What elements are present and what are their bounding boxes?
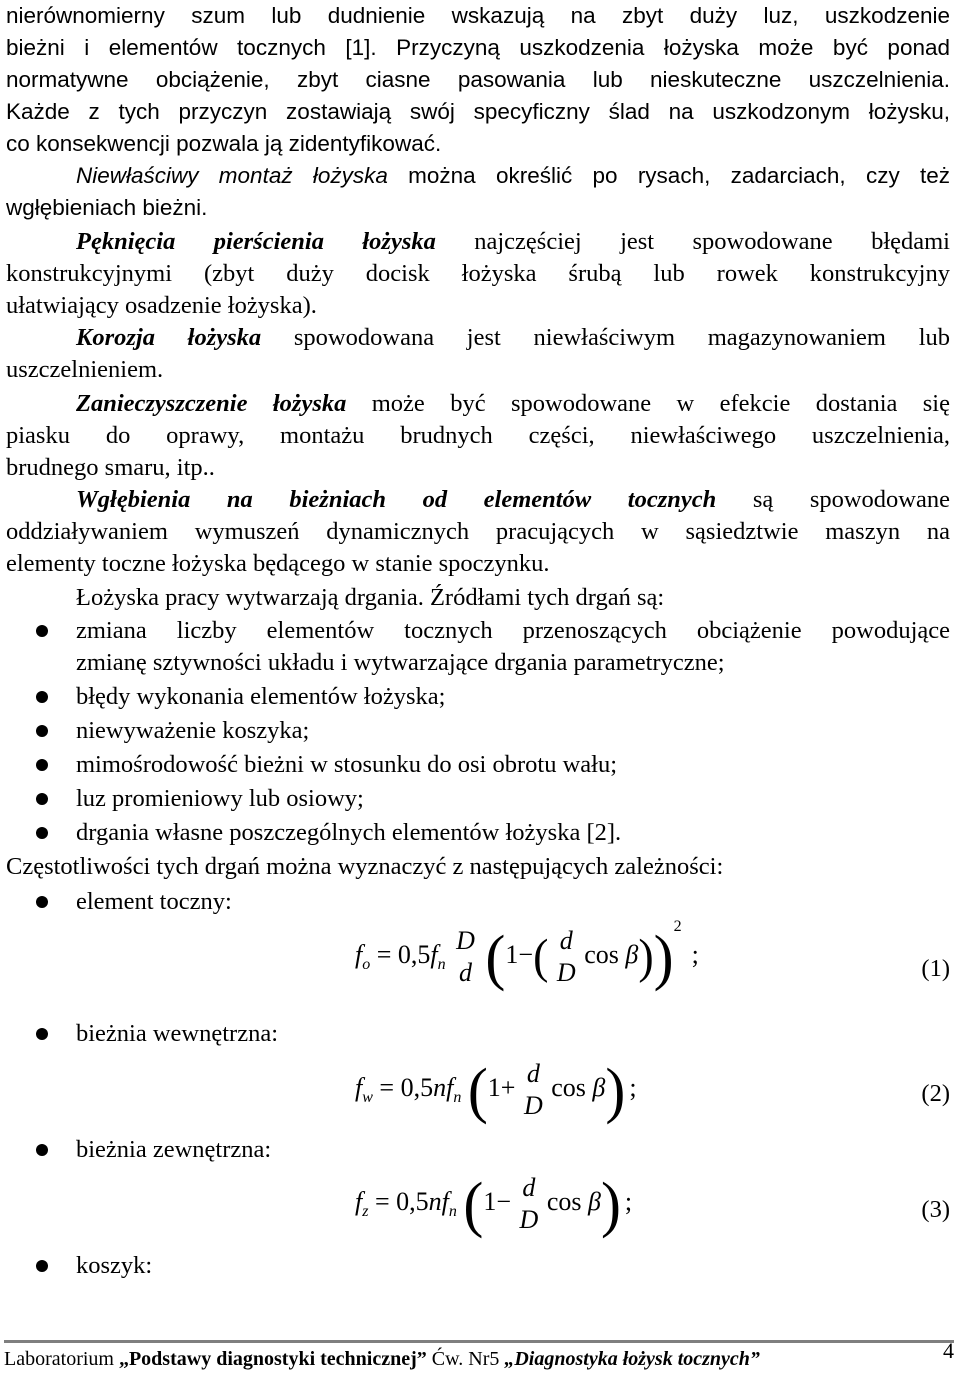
eq-function: cos (546, 1186, 582, 1216)
eq-subscript: z (362, 1202, 369, 1220)
eq-operator: = 0,5 (368, 1186, 429, 1216)
eq-semicolon: ; (624, 1186, 633, 1216)
term-dents: Wgłębienia na bieżniach od elementów tocznych (76, 486, 717, 513)
bullet-icon (36, 759, 48, 771)
list-item: koszyk: (76, 1252, 153, 1279)
page-footer (4, 1348, 760, 1371)
eq-number: 1 (505, 939, 519, 969)
text-line: brudnego smaru, itp.. (6, 454, 215, 481)
eq-subscript: w (362, 1088, 373, 1106)
bullet-icon (36, 827, 48, 839)
vibration-intro: Łożyska pracy wytwarzają drgania. Źródłami tych drgań są: (76, 584, 665, 611)
paragraph-corrosion (76, 322, 950, 354)
eq-number: 1 (483, 1186, 497, 1216)
text-fragment: można określić po rysach, zadarciach, czy też (387, 163, 950, 188)
eq-symbol: β (587, 1186, 601, 1216)
eq-function: cos (551, 1072, 586, 1102)
eq-subscript: n (453, 1088, 462, 1106)
eq-symbol: f (446, 1072, 454, 1102)
eq-number: 1 (487, 1072, 501, 1102)
text-line: co konsekwencji pozwala ją zidentyfikować. (6, 131, 442, 156)
text-fragment: spowodowana jest niewłaściwym magazynowaniem lub (261, 324, 950, 351)
footer-exercise: Ćw. Nr5 (426, 1348, 505, 1370)
text-line: konstrukcyjnymi (zbyt duży docisk łożyska śrubą lub rowek konstrukcyjny (6, 260, 950, 287)
eq-symbol: f (355, 939, 363, 969)
bullet-icon (36, 1260, 48, 1272)
bullet-icon (36, 1028, 48, 1040)
bullet-icon (36, 1144, 48, 1156)
equation-number: (2) (921, 1080, 950, 1107)
eq-numerator: d (559, 926, 573, 955)
bullet-icon (36, 793, 48, 805)
eq-denominator: D (556, 958, 576, 987)
term-corrosion: Korozja łożyska (76, 324, 262, 351)
footer-topic: „Diagnostyka łożysk tocznych” (504, 1348, 760, 1370)
text-line: piasku do oprawy, montażu brudnych części, niewłaściwego uszczelnienia, (6, 422, 950, 449)
footer-course-title: „Podstawy diagnostyki technicznej” (118, 1348, 427, 1370)
equation-number: (3) (921, 1196, 950, 1223)
list-item: mimośrodowość bieżni w stosunku do osi obrotu wału; (76, 751, 618, 778)
text-line: oddziaływaniem wymuszeń dynamicznych pracujących w sąsiedztwie maszyn na (6, 518, 950, 545)
list-item: błędy wykonania elementów łożyska; (76, 683, 446, 710)
equation-3: $f_z = 0,5nf_n$ (1− d D cos β) ; (355, 1169, 633, 1239)
eq-operator: + (500, 1072, 516, 1102)
paragraph-contamination (76, 388, 950, 420)
bullet-icon (36, 691, 48, 703)
text-line: ułatwiający osadzenie łożyska). (6, 292, 317, 319)
eq-fraction (454, 925, 477, 989)
eq-symbol: f (430, 939, 438, 969)
list-item: niewyważenie koszyka; (76, 717, 310, 744)
list-item: bieżnia zewnętrzna: (76, 1136, 272, 1163)
eq-operator: = 0,5 (370, 939, 431, 969)
text-line: normatywne obciążenie, zbyt ciasne pasowania lub nieskuteczne uszczelnienia. (6, 67, 950, 92)
eq-denominator: d (459, 958, 473, 987)
term-contamination: Zanieczyszczenie łożyska (76, 390, 347, 417)
eq-symbol: β (625, 939, 639, 969)
eq-subscript: n (448, 1202, 457, 1220)
eq-subscript: o (362, 955, 371, 973)
text-fragment: najczęściej jest spowodowane błędami (435, 228, 950, 255)
footer-divider (4, 1340, 954, 1343)
list-item: bieżnia wewnętrzna: (76, 1020, 279, 1047)
eq-semicolon: ; (691, 939, 699, 969)
eq-denominator: D (519, 1205, 539, 1234)
equation-2: $f_w = 0,5nf_n$ (1+ d D cos β) ; (355, 1055, 637, 1125)
eq-numerator: D (456, 926, 475, 955)
eq-symbol: β (592, 1072, 606, 1102)
eq-denominator: D (523, 1091, 543, 1120)
list-item: element toczny: (76, 888, 232, 915)
bullet-icon (36, 896, 48, 908)
term-cracks: Pęknięcia pierścienia łożyska (76, 228, 436, 255)
equation-number: (1) (921, 955, 950, 982)
bullet-icon (36, 625, 48, 637)
eq-semicolon: ; (629, 1072, 637, 1102)
text-line: elementy toczne łożyska będącego w stanie spoczynku. (6, 550, 550, 577)
eq-fraction (524, 1058, 543, 1122)
eq-symbol: n (433, 1072, 447, 1102)
bullet-icon (36, 725, 48, 737)
text-fragment: może być spowodowane w efekcie dostania się (346, 390, 950, 417)
list-item: zmiana liczby elementów tocznych przenoszących obciążenie powodujące (76, 617, 950, 644)
text-line: wgłębieniach bieżni. (6, 195, 208, 220)
page-number: 4 (943, 1338, 954, 1363)
eq-numerator: d (526, 1059, 540, 1088)
paragraph-cracks (76, 226, 950, 258)
eq-operator: − (496, 1186, 512, 1216)
paragraph-mounting (76, 160, 950, 192)
eq-symbol: f (355, 1072, 363, 1102)
list-item-continued: zmianę sztywności układu i wytwarzające drgania parametryczne; (76, 649, 725, 676)
footer-lab: Laboratorium (4, 1348, 119, 1370)
eq-symbol: f (441, 1186, 449, 1216)
list-item: luz promieniowy lub osiowy; (76, 785, 364, 812)
eq-exponent: 2 (673, 918, 682, 936)
eq-subscript: n (437, 955, 446, 973)
eq-operator: − (518, 939, 534, 969)
text-line: Każde z tych przyczyn zostawiają swój specyficzny ślad na uszkodzonym łożysku, (6, 99, 950, 124)
eq-fraction (557, 925, 576, 989)
eq-operator: = 0,5 (372, 1072, 434, 1102)
text-fragment: są spowodowane (716, 486, 950, 513)
eq-symbol: n (428, 1186, 442, 1216)
text-line: bieżni i elementów tocznych [1]. Przyczyną uszkodzenia łożyska może być ponad (6, 35, 950, 60)
eq-function: cos (584, 939, 619, 969)
equation-1: $f_o = 0,5f_n$ D d (1−( d D cos β))$^2$; (355, 918, 699, 992)
frequency-intro: Częstotliwości tych drgań można wyznaczyć z następujących zależności: (6, 853, 724, 880)
paragraph-dents (76, 484, 950, 516)
eq-fraction (520, 1172, 539, 1236)
eq-symbol: f (355, 1186, 363, 1216)
term-mounting: Niewłaściwy montaż łożyska (76, 163, 388, 188)
text-line: uszczelnieniem. (6, 356, 164, 383)
text-line: nierównomierny szum lub dudnienie wskazują na zbyt duży luz, uszkodzenie (6, 3, 950, 28)
list-item: drgania własne poszczególnych elementów łożyska [2]. (76, 819, 622, 846)
eq-numerator: d (522, 1173, 536, 1202)
